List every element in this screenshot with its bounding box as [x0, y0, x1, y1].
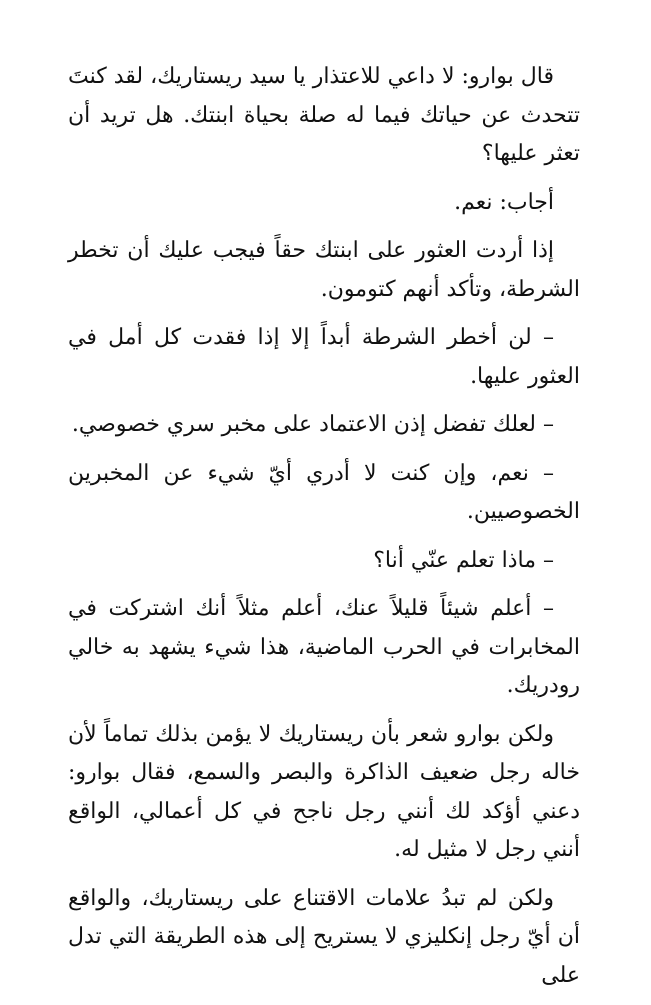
- paragraph-6: – نعم، وإن كنت لا أدري أيّ شيء عن المخبرين الخصوصيين.: [68, 460, 580, 524]
- paragraph-10: ولكن لم تبدُ علامات الاقتناع على ريستاريك، والواقع أن أيّ رجل إنكليزي لا يستريح إلى هذه الطريقة التي تدل على: [68, 885, 580, 988]
- paragraph-2: أجاب: نعم.: [454, 189, 554, 215]
- paragraph-8: – أعلم شيئاً قليلاً عنك، أعلم مثلاً أنك اشتركت في المخابرات في الحرب الماضية، هذا شيء يشهد به خالي رودريك.: [68, 596, 580, 698]
- paragraph-4: – لن أخطر الشرطة أبداً إلا إذا فقدت كل أمل في العثور عليها.: [68, 325, 580, 389]
- paragraph-7: – ماذا تعلم عنّي أنا؟: [373, 547, 554, 573]
- paragraph-3: إذا أردت العثور على ابنتك حقاً فيجب عليك أن تخطر الشرطة، وتأكد أنهم كتومون.: [68, 238, 580, 302]
- paragraph-1: قال بوارو: لا داعي للاعتذار يا سيد ريستاريك، لقد كنتَ تتحدث عن حياتك فيما له صلة بحياة ابنتك. هل تريد أن تعثر عليها؟: [68, 64, 580, 166]
- paragraph-9: ولكن بوارو شعر بأن ريستاريك لا يؤمن بذلك تماماً لأن خاله رجل ضعيف الذاكرة والبصر والسمع، فقال بوارو: دعني أؤكد لك أنني رجل ناجح في كل أعمالي، الواقع أنني رجل لا مثيل له.: [68, 721, 580, 862]
- paragraph-5: – لعلك تفضل إذن الاعتماد على مخبر سري خصوصي.: [71, 412, 554, 437]
- page-body: [68, 58, 580, 1005]
